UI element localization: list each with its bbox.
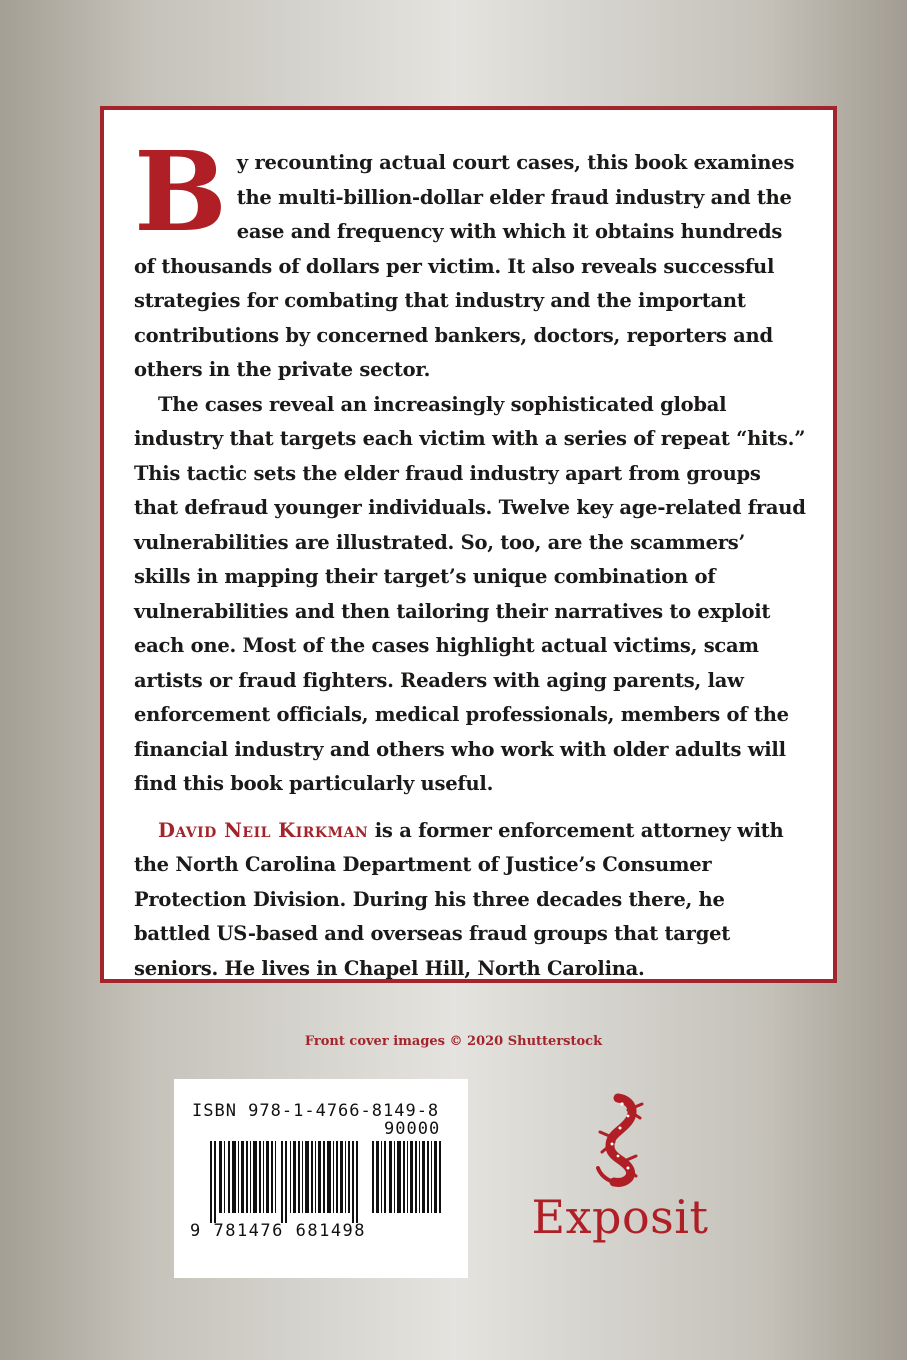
author-name: David Neil Kirkman [158,818,369,842]
salamander-icon [570,1090,670,1190]
publisher-name: Exposit [531,1190,709,1244]
blurb-paragraph-1 [134,127,806,388]
isbn-barcode [174,1079,468,1278]
isbn-label: ISBN 978-1-4766-8149-8 [192,1101,440,1121]
blurb-paragraph-2: The cases reveal an increasingly sophisticated global industry that targets each victim with a series of repeat “hits.” This tactic sets the elder fraud industry apart from groups that defraud younger individuals. Twelve key age-related fraud vulnerabilities are illustrated. So, too, are the scammers’ skills in mapping their target’s unique combination of vulnerabilities and then tailoring their narratives to exploit each one. Most of the cases highlight actual victims, scam artists or fraud fighters. Readers with aging parents, law enforcement officials, medical professionals, members of the financial industry and others who work with older adults will find this book particularly useful. [134,392,806,795]
ean-barcode-bars [210,1141,364,1223]
paragraph-1-text: y recounting actual court cases, this book examines the multi-billion-dollar elder fraud industry and the ease and frequency with which it obtains hundreds of thousands of dollars per victim. It also reveals successful strategies for combating that industry and the important contributions by concerned bankers, doctors, reporters and others in the private sector. [134,151,795,381]
cover-image-credit: Front cover images © 2020 Shutterstock [304,1034,603,1049]
blurb-panel [100,106,837,983]
blurb-text [134,127,806,986]
price-code: 90000 [384,1119,441,1139]
drop-cap: B [134,127,227,256]
author-bio [134,814,806,987]
price-addon-bars [372,1141,444,1213]
author-bio-text: is a former enforcement attorney with the North Carolina Department of Justice’s Consumer Protection Division. During his three decades there, he battled US-based and overseas fraud groups that target seniors. He lives in Chapel Hill, North Carolina. [134,818,784,980]
ean-digits: 9 781476 681498 [190,1221,367,1241]
